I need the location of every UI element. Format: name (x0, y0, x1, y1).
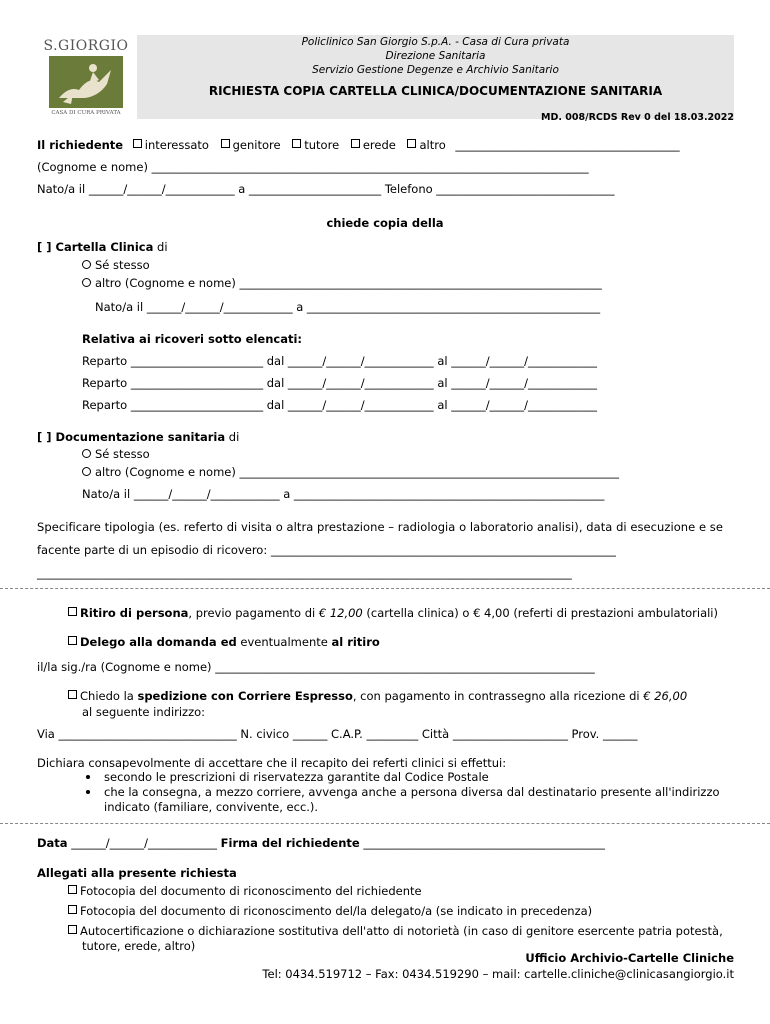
documentazione-row (37, 430, 239, 444)
footer-email-link[interactable]: cartelle.cliniche@clinicasangiorgio.it (524, 967, 734, 981)
dichiara-bullet-2-text: che la consegna, a mezzo corriere, avvenga anche a persona diversa dal destinatario presente all'indirizzo (104, 785, 720, 799)
dichiara-bullet-2-cont: indicato (familiare, convivente, ecc.). (104, 800, 319, 814)
allegato-3-label: Autocertificazione o dichiarazione sostitutiva dell'atto di notorietà (in caso di genitore esercente patria potestà, (80, 924, 723, 938)
spedizione-price: € 26,00 (643, 689, 688, 703)
radio-icon (82, 467, 91, 476)
delego-label-2: al ritiro (331, 635, 380, 649)
checkbox-ritiro[interactable] (68, 607, 77, 616)
richiedente-label: Il richiedente (37, 138, 124, 152)
firma-field[interactable]: __________________________________________ (359, 836, 605, 850)
checkbox-delego[interactable] (68, 636, 77, 645)
checkbox-allegato-1[interactable] (68, 885, 77, 894)
cartella-suffix: di (153, 240, 168, 254)
doc-nato-field[interactable]: Nato/a il ______/______/____________ a ______________________________________________________ (82, 487, 605, 501)
option-altro: altro (419, 138, 446, 152)
cartella-nato-field[interactable]: Nato/a il ______/______/____________ a ___________________________________________________ (95, 300, 601, 314)
checkbox-genitore[interactable] (221, 139, 230, 148)
chiede-heading: chiede copia della (326, 216, 444, 230)
radio-icon (82, 260, 91, 269)
footer-contacts (262, 967, 734, 981)
separator-dashed-1 (0, 588, 770, 589)
ricoveri-title: Relativa ai ricoveri sotto elencati: (82, 332, 302, 346)
specificare-line-1: Specificare tipologia (es. referto di visita o altra prestazione – radiologia o laboratorio analisi), data di esecuzione e se (37, 520, 723, 534)
header-title: RICHIESTA COPIA CARTELLA CLINICA/DOCUMENTAZIONE SANITARIA (208, 84, 663, 98)
delego-text: eventualmente (236, 635, 332, 649)
reparto-row-3[interactable]: Reparto _______________________ dal ______/______/____________ al ______/______/____________ (82, 398, 597, 412)
specificare-line-3[interactable]: _____________________________________________________________________________________________ (37, 566, 572, 580)
documentazione-suffix: di (225, 430, 240, 444)
allegato-2-label: Fotocopia del documento di riconoscimento del/la delegato/a (se indicato in precedenza) (80, 904, 593, 918)
checkbox-tutore[interactable] (292, 139, 301, 148)
allegato-2[interactable] (68, 904, 592, 918)
logo-subtitle: CASA DI CURA PRIVATA (51, 110, 121, 116)
cartella-opt-se-stesso[interactable] (82, 258, 150, 272)
header-line-2: Direzione Sanitaria (385, 50, 486, 62)
doc-opt-se-stesso[interactable] (82, 447, 150, 461)
allegato-1-label: Fotocopia del documento di riconoscimento del richiedente (80, 884, 422, 898)
footer-contacts-text: Tel: 0434.519712 – Fax: 0434.519290 – mail: (262, 967, 525, 981)
ritiro-text: , previo pagamento di (188, 606, 319, 620)
allegato-1[interactable] (68, 884, 422, 898)
logo (37, 35, 135, 123)
specificare-line-2[interactable]: facente parte di un episodio di ricovero: ____________________________________________________________ (37, 543, 616, 557)
logo-name: S.GIORGIO (43, 38, 129, 54)
delegato-field[interactable]: il/la sig./ra (Cognome e nome) __________________________________________________________________ (37, 660, 595, 674)
firma-label: Firma del richiedente (220, 836, 360, 850)
nato-field[interactable]: Nato/a il ______/______/____________ a _______________________ Telefono _______________________________ (37, 182, 615, 196)
allegati-title: Allegati alla presente richiesta (37, 866, 237, 880)
option-genitore: genitore (232, 138, 281, 152)
documentazione-checkbox[interactable]: [ ] (37, 430, 56, 444)
spedizione-line-2: al seguente indirizzo: (82, 705, 206, 719)
dichiara-bullet-1-text: secondo le prescrizioni di riservatezza garantite dal Codice Postale (104, 770, 489, 784)
allegato-3[interactable] (68, 924, 723, 938)
data-field[interactable]: ______/______/____________ (67, 836, 221, 850)
delego-row[interactable] (68, 635, 380, 649)
reparto-row-1[interactable]: Reparto _______________________ dal ______/______/____________ al ______/______/____________ (82, 354, 597, 368)
checkbox-erede[interactable] (351, 139, 360, 148)
doc-opt2-label: altro (Cognome e nome) __________________________________________________________________ (95, 465, 620, 479)
dichiara-intro: Dichiara consapevolmente di accettare che il recapito dei referti clinici si effettui: (37, 756, 507, 770)
spedizione-row[interactable] (68, 689, 687, 703)
header-code: MD. 008/RCDS Rev 0 del 18.03.2022 (541, 112, 734, 123)
address-field[interactable]: Via _______________________________ N. civico ______ C.A.P. _________ Città ____________________ Prov. ______ (37, 727, 638, 741)
footer-office: Ufficio Archivio-Cartelle Cliniche (525, 951, 734, 965)
allegato-3-cont: tutore, erede, altro) (82, 939, 196, 953)
header-line-3: Servizio Gestione Degenze e Archivio Sanitario (312, 64, 559, 76)
ritiro-row[interactable] (68, 606, 718, 620)
altro-field[interactable]: _______________________________________ (455, 138, 680, 152)
header-line-1: Policlinico San Giorgio S.p.A. - Casa di Cura privata (301, 36, 570, 48)
logo-emblem-icon (49, 56, 123, 108)
dichiara-bullet-2 (86, 785, 720, 799)
checkbox-interessato[interactable] (133, 139, 142, 148)
ritiro-price: € 12,00 (318, 606, 363, 620)
documentazione-label: Documentazione sanitaria (55, 430, 226, 444)
cartella-row (37, 240, 168, 254)
ritiro-text2: (cartella clinica) o € 4,00 (referti di prestazioni ambulatoriali) (362, 606, 718, 620)
cartella-label: Cartella Clinica (55, 240, 154, 254)
data-label: Data (37, 836, 68, 850)
cartella-checkbox[interactable]: [ ] (37, 240, 56, 254)
checkbox-spedizione[interactable] (68, 690, 77, 699)
bullet-icon (86, 790, 90, 794)
spedizione-text1: Chiedo la (80, 689, 138, 703)
option-interessato: interessato (144, 138, 209, 152)
cartella-opt1-label: Sé stesso (95, 258, 150, 272)
doc-opt1-label: Sé stesso (95, 447, 150, 461)
option-tutore: tutore (304, 138, 340, 152)
option-erede: erede (362, 138, 396, 152)
dichiara-bullet-1 (86, 770, 489, 784)
radio-icon (82, 278, 91, 287)
bullet-icon (86, 775, 90, 779)
reparto-row-2[interactable]: Reparto _______________________ dal ______/______/____________ al ______/______/____________ (82, 376, 597, 390)
radio-icon (82, 449, 91, 458)
separator-dashed-2 (0, 823, 770, 824)
checkbox-allegato-3[interactable] (68, 925, 77, 934)
spedizione-label: spedizione con Corriere Espresso (137, 689, 353, 703)
doc-opt-altro[interactable] (82, 465, 619, 479)
firma-row[interactable] (37, 836, 605, 850)
checkbox-altro[interactable] (407, 139, 416, 148)
richiedente-row (37, 138, 680, 152)
delego-label: Delego alla domanda ed (80, 635, 237, 649)
checkbox-allegato-2[interactable] (68, 905, 77, 914)
cognome-field[interactable]: (Cognome e nome) ____________________________________________________________________________ (37, 160, 589, 174)
ritiro-label: Ritiro di persona (80, 606, 189, 620)
cartella-opt-altro[interactable] (82, 276, 602, 290)
cartella-opt2-label: altro (Cognome e nome) _______________________________________________________________ (95, 276, 602, 290)
spedizione-text2: , con pagamento in contrassegno alla ricezione di (352, 689, 644, 703)
